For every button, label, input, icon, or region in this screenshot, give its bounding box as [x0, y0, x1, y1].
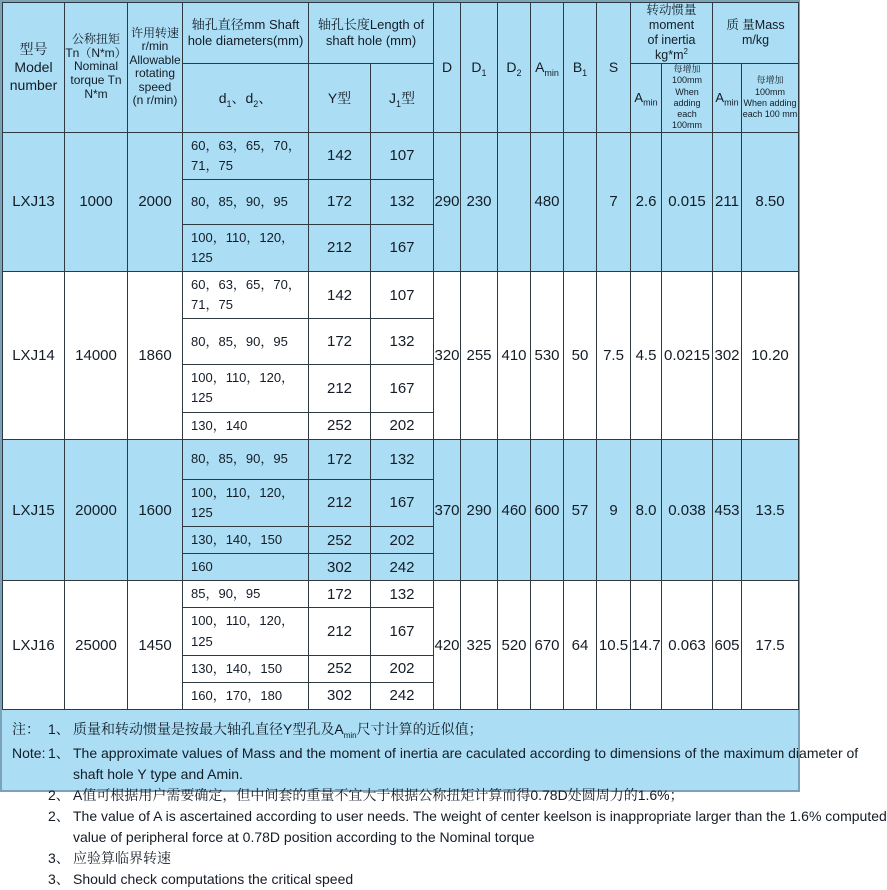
- cell-D2: 460: [498, 439, 531, 581]
- cell-speed: 1860: [128, 272, 183, 440]
- cell-inertia-amin: 14.7: [631, 581, 662, 710]
- cell-y-length: 302: [309, 554, 371, 581]
- note-label-zh: 注：: [12, 721, 40, 738]
- cell-bore-diameters: 160: [183, 554, 309, 581]
- spec-table: [2, 2, 799, 710]
- col-header-D1: $D_1$: [461, 3, 498, 133]
- cell-bore-diameters: 130，140: [183, 412, 309, 439]
- cell-bore-diameters: 100，110，120，125: [183, 608, 309, 655]
- cell-j-length: 167: [371, 224, 434, 271]
- cell-bore-diameters: 80，85，90，95: [183, 439, 309, 479]
- cell-bore-diameters: 100，110，120，125: [183, 365, 309, 412]
- cell-inertia-add: 0.038: [662, 439, 713, 581]
- cell-S: 9: [597, 439, 631, 581]
- cell-inertia-amin: 2.6: [631, 132, 662, 272]
- cell-model: LXJ15: [3, 439, 65, 581]
- cell-y-length: 172: [309, 319, 371, 365]
- cell-j-length: 132: [371, 319, 434, 365]
- cell-j-length: 132: [371, 439, 434, 479]
- col-header-j1-type: $J_1$型: [371, 64, 434, 133]
- cell-D2: 520: [498, 581, 531, 710]
- cell-j-length: 242: [371, 682, 434, 709]
- cell-bore-diameters: 80，85，90，95: [183, 179, 309, 224]
- cell-j-length: 132: [371, 581, 434, 608]
- cell-y-length: 302: [309, 682, 371, 709]
- cell-S: 10.5: [597, 581, 631, 710]
- cell-D: 320: [434, 272, 461, 440]
- header-model-zh: 型号: [19, 40, 48, 57]
- cell-j-length: 202: [371, 655, 434, 682]
- cell-D1: 290: [461, 439, 498, 581]
- cell-torque: 14000: [65, 272, 128, 440]
- cell-mass-add: 13.5: [742, 439, 799, 581]
- cell-y-length: 252: [309, 412, 371, 439]
- cell-mass-amin: 605: [713, 581, 742, 710]
- note-en-1-line-2: shaft hole Y type and Amin.: [73, 766, 243, 783]
- cell-j-length: 132: [371, 179, 434, 224]
- cell-speed: 2000: [128, 132, 183, 272]
- cell-B1: 50: [564, 272, 597, 440]
- cell-model: LXJ13: [3, 132, 65, 272]
- cell-j-length: 167: [371, 479, 434, 526]
- cell-B1: 64: [564, 581, 597, 710]
- col-header-inertia-group: 转动惯量moment of inertia $kg*m^2$: [631, 3, 713, 64]
- col-header-inertia-amin: $A_{min}$: [631, 64, 662, 133]
- col-header-S: S: [597, 3, 631, 133]
- cell-y-length: 172: [309, 439, 371, 479]
- cell-y-length: 212: [309, 608, 371, 655]
- cell-D: 290: [434, 132, 461, 272]
- cell-mass-add: 17.5: [742, 581, 799, 710]
- cell-y-length: 142: [309, 272, 371, 319]
- cell-D1: 325: [461, 581, 498, 710]
- cell-bore-diameters: 130，140，150: [183, 527, 309, 554]
- cell-j-length: 242: [371, 554, 434, 581]
- col-header-y-type: Y型: [309, 64, 371, 133]
- cell-y-length: 212: [309, 224, 371, 271]
- col-header-speed: 许用转速 r/min Allowable rotating speed (n r/min): [128, 3, 183, 133]
- cell-D: 370: [434, 439, 461, 581]
- table-row: [3, 272, 799, 319]
- col-header-B1: $B_1$: [564, 3, 597, 133]
- cell-y-length: 212: [309, 479, 371, 526]
- cell-D: 420: [434, 581, 461, 710]
- cell-Amin: 600: [531, 439, 564, 581]
- table-row: [3, 132, 799, 179]
- col-header-torque: 公称扭矩 Tn（N*m） Nominal torque Tn N*m: [65, 3, 128, 133]
- col-header-inertia-per-100mm: 每增加100mm When adding each 100mm: [662, 64, 713, 133]
- cell-Amin: 480: [531, 132, 564, 272]
- col-header-mass-amin: $A_{min}$: [713, 64, 742, 133]
- cell-y-length: 172: [309, 179, 371, 224]
- cell-inertia-add: 0.0215: [662, 272, 713, 440]
- cell-j-length: 107: [371, 272, 434, 319]
- cell-inertia-amin: 4.5: [631, 272, 662, 440]
- cell-D1: 230: [461, 132, 498, 272]
- note-zh-3: 3、 应验算临界转速: [48, 850, 171, 867]
- col-header-D2: $D_2$: [498, 3, 531, 133]
- cell-inertia-add: 0.015: [662, 132, 713, 272]
- cell-y-length: 212: [309, 365, 371, 412]
- cell-mass-amin: 302: [713, 272, 742, 440]
- cell-bore-diameters: 60，63，65，70，71，75: [183, 132, 309, 179]
- col-header-shaft-length: 轴孔长度Length of shaft hole (mm): [309, 3, 434, 64]
- cell-mass-amin: 211: [713, 132, 742, 272]
- col-header-D: D: [434, 3, 461, 133]
- cell-bore-diameters: 100，110，120，125: [183, 479, 309, 526]
- cell-y-length: 142: [309, 132, 371, 179]
- note-label-en: Note:: [12, 745, 46, 762]
- col-header-mass-group: 质 量Mass m/kg: [713, 3, 799, 64]
- table-row: [3, 581, 799, 608]
- cell-bore-diameters: 160，170，180: [183, 682, 309, 709]
- cell-j-length: 167: [371, 608, 434, 655]
- cell-y-length: 252: [309, 655, 371, 682]
- col-header-model: [3, 3, 65, 133]
- cell-D1: 255: [461, 272, 498, 440]
- cell-bore-diameters: 85，90，95: [183, 581, 309, 608]
- header-model-en2: number: [9, 77, 58, 94]
- cell-j-length: 167: [371, 365, 434, 412]
- col-header-mass-per-100mm: 每增加100mm When adding each 100 mm: [742, 64, 799, 133]
- cell-bore-diameters: 100，110，120，125: [183, 224, 309, 271]
- note-en-2-line-1: 2、 The value of A is ascertained according to user needs. The weight of center keelson is inappropriate larger than the 1.6% computed: [48, 808, 887, 825]
- cell-inertia-add: 0.063: [662, 581, 713, 710]
- note-zh-2: 2、 A值可根据用户需要确定，但中间套的重量不宜大于根据公称扭矩计算而得0.78D处圆周力的1.6%；: [48, 787, 684, 804]
- cell-Amin: 530: [531, 272, 564, 440]
- cell-bore-diameters: 130，140，150: [183, 655, 309, 682]
- cell-Amin: 670: [531, 581, 564, 710]
- cell-torque: 25000: [65, 581, 128, 710]
- note-en-1-line-1: Note: 1、 The approximate values of Mass and the moment of inertia are caculated according to dimensions of the maximum diameter of: [12, 743, 794, 764]
- cell-j-length: 202: [371, 527, 434, 554]
- cell-inertia-amin: 8.0: [631, 439, 662, 581]
- cell-bore-diameters: 80，85，90，95: [183, 319, 309, 365]
- cell-speed: 1600: [128, 439, 183, 581]
- cell-bore-diameters: 60，63，65，70，71，75: [183, 272, 309, 319]
- cell-D2: [498, 132, 531, 272]
- cell-B1: 57: [564, 439, 597, 581]
- cell-mass-amin: 453: [713, 439, 742, 581]
- header-row-1: [3, 3, 799, 64]
- table-row: [3, 439, 799, 479]
- header-model-en1: Model: [14, 59, 53, 76]
- cell-torque: 20000: [65, 439, 128, 581]
- cell-mass-add: 8.50: [742, 132, 799, 272]
- cell-S: 7.5: [597, 272, 631, 440]
- cell-D2: 410: [498, 272, 531, 440]
- col-header-d1-d2: $d_1$、$d_2$、: [183, 64, 309, 133]
- note-en-2-line-2: value of peripheral force at 0.78D position according to the Nominal torque: [73, 829, 535, 846]
- cell-B1: [564, 132, 597, 272]
- cell-S: 7: [597, 132, 631, 272]
- cell-y-length: 252: [309, 527, 371, 554]
- cell-y-length: 172: [309, 581, 371, 608]
- cell-model: LXJ14: [3, 272, 65, 440]
- note-en-3: 3、 Should check computations the critical speed: [48, 871, 354, 888]
- cell-model: LXJ16: [3, 581, 65, 710]
- col-header-Amin: $A_{min}$: [531, 3, 564, 133]
- cell-speed: 1450: [128, 581, 183, 710]
- cell-torque: 1000: [65, 132, 128, 272]
- cell-j-length: 107: [371, 132, 434, 179]
- notes: [2, 710, 887, 890]
- col-header-shaft-diameters: 轴孔直径mm Shaft hole diameters(mm): [183, 3, 309, 64]
- cell-mass-add: 10.20: [742, 272, 799, 440]
- cell-j-length: 202: [371, 412, 434, 439]
- note-zh-1: 注： 1、 质量和转动惯量是按最大轴孔直径Y型孔及$A_{min}$尺寸计算的近似值；: [12, 721, 483, 740]
